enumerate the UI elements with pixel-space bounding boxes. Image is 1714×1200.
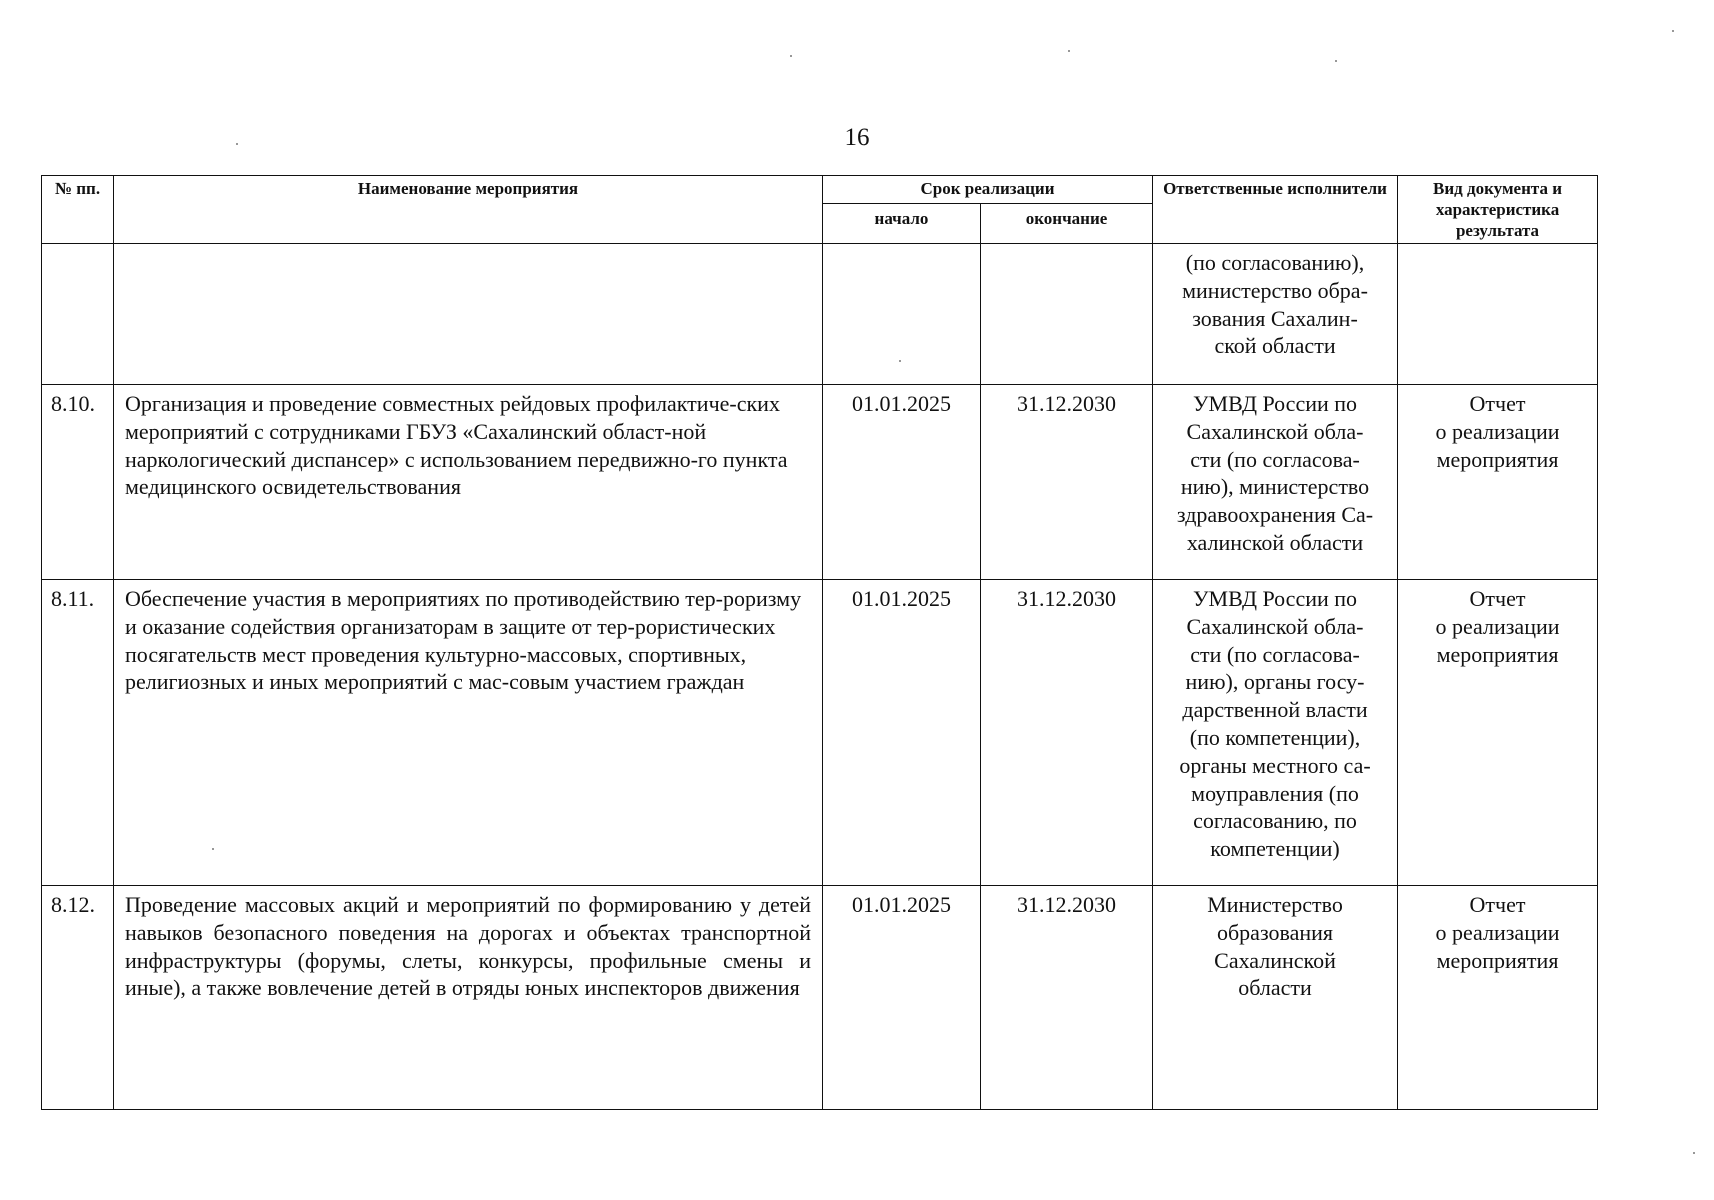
executors-line: Сахалинской xyxy=(1214,947,1336,973)
result-line: о реализации xyxy=(1435,418,1560,444)
scan-speck xyxy=(790,55,792,57)
result-line: мероприятия xyxy=(1436,947,1559,973)
result-line: Отчет xyxy=(1469,892,1526,917)
header-result: Вид документа и характеристика результата xyxy=(1398,176,1598,244)
table-row xyxy=(42,886,1598,1110)
executors-line: ской области xyxy=(1214,333,1336,359)
scan-speck xyxy=(1672,30,1674,32)
header-period: Срок реализации xyxy=(823,176,1153,204)
cell-end: 31.12.2030 xyxy=(981,886,1153,1110)
cell-result xyxy=(1398,886,1598,1110)
page-number: 16 xyxy=(844,124,870,151)
executors-line: сти (по согласова- xyxy=(1190,641,1360,667)
cell-name: Организация и проведение совместных рейдовых профилактиче-ских мероприятий с сотрудниками ГБУЗ «Сахалинский област-ной наркологический диспансер» с использованием передвижно-го пункта медицинского освидетельствования xyxy=(114,385,823,580)
cell-end: 31.12.2030 xyxy=(981,580,1153,886)
cell-num: 8.11. xyxy=(42,580,114,886)
activities-table xyxy=(41,175,1598,1110)
executors-line: Сахалинской обла- xyxy=(1186,613,1364,639)
header-start: начало xyxy=(823,204,981,244)
cell-start: 01.01.2025 xyxy=(823,580,981,886)
executors-line: сти (по согласова- xyxy=(1190,446,1360,472)
executors-line: УМВД России по xyxy=(1192,586,1358,611)
executors-line: моуправления (по xyxy=(1191,780,1359,806)
header-num: № пп. xyxy=(42,176,114,244)
header-name: Наименование мероприятия xyxy=(114,176,823,244)
scan-speck xyxy=(1693,1152,1695,1154)
cell-name: Обеспечение участия в мероприятиях по противодействию тер-роризму и оказание содействия организаторам в защите от тер-рористических посягательств мест проведения культурно-массовых, спортивных, религиозных и иных мероприятий с мас-совым участием граждан xyxy=(114,580,823,886)
result-line: о реализации xyxy=(1435,919,1560,945)
cell-executors xyxy=(1153,580,1398,886)
cell-end: 31.12.2030 xyxy=(981,385,1153,580)
cell-result xyxy=(1398,385,1598,580)
executors-line: Сахалинской обла- xyxy=(1186,418,1364,444)
result-line: мероприятия xyxy=(1436,641,1559,667)
cell-end xyxy=(981,244,1153,385)
cell-result xyxy=(1398,580,1598,886)
executors-line: нию), министерство xyxy=(1180,474,1370,500)
executors-line: органы местного са- xyxy=(1179,752,1371,778)
cell-start: 01.01.2025 xyxy=(823,385,981,580)
scan-speck xyxy=(899,360,901,362)
cell-start xyxy=(823,244,981,385)
cell-name: Проведение массовых акций и мероприятий по формированию у детей навыков безопасного поведения на дорогах и объектах транспортной инфраструктуры (форумы, слеты, конкурсы, профильные смены и иные), а также вовлечение детей в отряды юных инспекторов движения xyxy=(114,886,823,1110)
result-line: Отчет xyxy=(1469,391,1526,416)
executors-line: халинской области xyxy=(1186,529,1364,555)
executors-line: области xyxy=(1238,975,1312,1001)
executors-line: компетенции) xyxy=(1210,836,1340,862)
cell-name xyxy=(114,244,823,385)
cell-num xyxy=(42,244,114,385)
cell-executors xyxy=(1153,385,1398,580)
cell-start: 01.01.2025 xyxy=(823,886,981,1110)
executors-line: нию), органы госу- xyxy=(1185,669,1365,695)
table-row xyxy=(42,385,1598,580)
scan-speck xyxy=(212,848,214,850)
header-executors: Ответственные исполнители xyxy=(1153,176,1398,244)
executors-line: (по компетенции), xyxy=(1189,724,1361,750)
executors-line: здравоохранения Са- xyxy=(1176,502,1374,528)
result-line: о реализации xyxy=(1435,613,1560,639)
cell-num: 8.12. xyxy=(42,886,114,1110)
executors-line: согласованию, по xyxy=(1193,808,1357,834)
header-end: окончание xyxy=(981,204,1153,244)
executors-line: УМВД России по xyxy=(1192,391,1358,416)
table-row xyxy=(42,580,1598,886)
cell-executors xyxy=(1153,886,1398,1110)
executors-line: Министерство xyxy=(1207,892,1343,917)
executors-line: зования Сахалин- xyxy=(1192,305,1358,331)
executors-line: министерство обра- xyxy=(1182,277,1368,303)
scan-speck xyxy=(1335,60,1337,62)
scan-speck xyxy=(1068,50,1070,52)
result-line: мероприятия xyxy=(1436,446,1559,472)
table-row-continuation xyxy=(42,244,1598,385)
executors-line: образования xyxy=(1216,919,1334,945)
cell-num: 8.10. xyxy=(42,385,114,580)
executors-line: (по согласованию), xyxy=(1185,250,1365,275)
cell-result xyxy=(1398,244,1598,385)
result-line: Отчет xyxy=(1469,586,1526,611)
cell-executors xyxy=(1153,244,1398,385)
scan-speck xyxy=(236,143,238,145)
executors-line: дарственной власти xyxy=(1182,697,1368,723)
